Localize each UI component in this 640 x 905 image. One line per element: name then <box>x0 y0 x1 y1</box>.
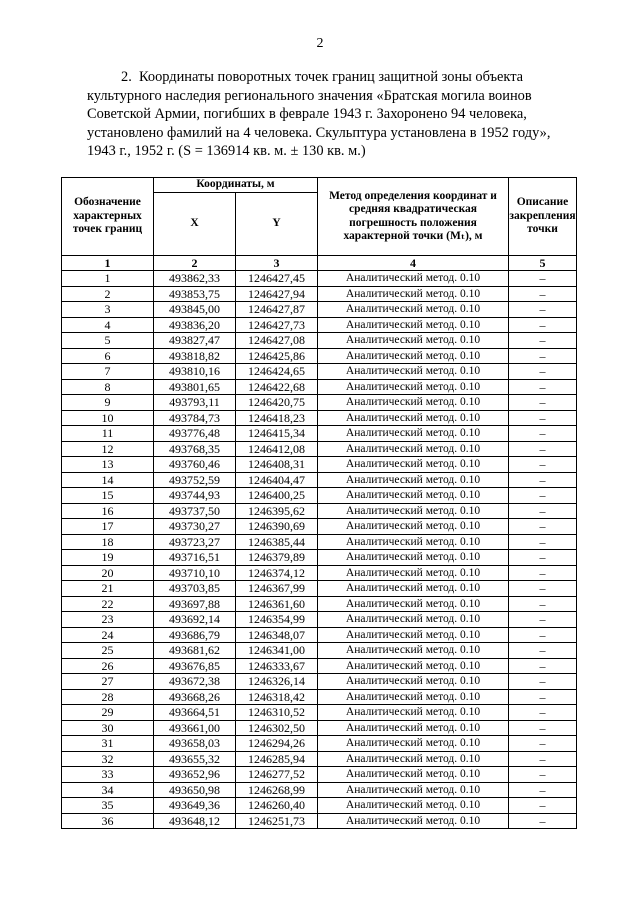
method-cell: Аналитический метод. 0.10 <box>318 720 509 736</box>
x-coordinate: 493730,27 <box>154 519 236 535</box>
x-coordinate: 493681,62 <box>154 643 236 659</box>
description-cell: – <box>509 674 577 690</box>
method-cell: Аналитический метод. 0.10 <box>318 782 509 798</box>
table-row <box>62 488 577 504</box>
description-cell: – <box>509 658 577 674</box>
y-coordinate: 1246408,31 <box>236 457 318 473</box>
x-coordinate: 493818,82 <box>154 348 236 364</box>
method-cell: Аналитический метод. 0.10 <box>318 364 509 380</box>
x-coordinate: 493853,75 <box>154 286 236 302</box>
column-number: 3 <box>236 256 318 271</box>
table-row <box>62 596 577 612</box>
table-row <box>62 519 577 535</box>
description-cell: – <box>509 581 577 597</box>
table-row <box>62 395 577 411</box>
method-cell: Аналитический метод. 0.10 <box>318 581 509 597</box>
y-coordinate: 1246385,44 <box>236 534 318 550</box>
column-number: 2 <box>154 256 236 271</box>
description-cell: – <box>509 441 577 457</box>
method-cell: Аналитический метод. 0.10 <box>318 519 509 535</box>
x-coordinate: 493845,00 <box>154 302 236 318</box>
description-cell: – <box>509 705 577 721</box>
y-coordinate: 1246379,89 <box>236 550 318 566</box>
x-coordinate: 493650,98 <box>154 782 236 798</box>
y-coordinate: 1246427,73 <box>236 317 318 333</box>
description-cell: – <box>509 798 577 814</box>
x-coordinate: 493686,79 <box>154 627 236 643</box>
point-number: 28 <box>62 689 154 705</box>
y-coordinate: 1246326,14 <box>236 674 318 690</box>
method-cell: Аналитический метод. 0.10 <box>318 565 509 581</box>
x-coordinate: 493692,14 <box>154 612 236 628</box>
header-point-designation: Обозначение характерных точек границ <box>62 178 154 256</box>
method-cell: Аналитический метод. 0.10 <box>318 317 509 333</box>
point-number: 31 <box>62 736 154 752</box>
description-cell: – <box>509 534 577 550</box>
x-coordinate: 493836,20 <box>154 317 236 333</box>
method-cell: Аналитический метод. 0.10 <box>318 550 509 566</box>
method-cell: Аналитический метод. 0.10 <box>318 627 509 643</box>
heading-line: установлено фамилий на 4 человека. Скульптура установлена в 1952 году», <box>87 124 551 141</box>
header-x: X <box>154 193 236 256</box>
table-row <box>62 705 577 721</box>
point-number: 5 <box>62 333 154 349</box>
table-row <box>62 813 577 829</box>
x-coordinate: 493801,65 <box>154 379 236 395</box>
method-cell: Аналитический метод. 0.10 <box>318 379 509 395</box>
point-number: 16 <box>62 503 154 519</box>
point-number: 9 <box>62 395 154 411</box>
method-cell: Аналитический метод. 0.10 <box>318 798 509 814</box>
method-cell: Аналитический метод. 0.10 <box>318 488 509 504</box>
x-coordinate: 493810,16 <box>154 364 236 380</box>
description-cell: – <box>509 627 577 643</box>
description-cell: – <box>509 519 577 535</box>
table-row <box>62 627 577 643</box>
point-number: 7 <box>62 364 154 380</box>
table-row <box>62 503 577 519</box>
description-cell: – <box>509 565 577 581</box>
table-row <box>62 581 577 597</box>
y-coordinate: 1246285,94 <box>236 751 318 767</box>
y-coordinate: 1246400,25 <box>236 488 318 504</box>
point-number: 4 <box>62 317 154 333</box>
table-row <box>62 302 577 318</box>
y-coordinate: 1246277,52 <box>236 767 318 783</box>
table-row <box>62 643 577 659</box>
table-row <box>62 674 577 690</box>
y-coordinate: 1246333,67 <box>236 658 318 674</box>
method-cell: Аналитический метод. 0.10 <box>318 596 509 612</box>
point-number: 33 <box>62 767 154 783</box>
point-number: 32 <box>62 751 154 767</box>
y-coordinate: 1246354,99 <box>236 612 318 628</box>
table-row <box>62 612 577 628</box>
description-cell: – <box>509 348 577 364</box>
header-coordinates: Координаты, м <box>154 178 318 193</box>
table-row <box>62 658 577 674</box>
x-coordinate: 493661,00 <box>154 720 236 736</box>
y-coordinate: 1246251,73 <box>236 813 318 829</box>
point-number: 24 <box>62 627 154 643</box>
point-number: 20 <box>62 565 154 581</box>
heading-line: Советской Армии, погибших в феврале 1943 г. Захоронено 94 человека, <box>87 106 527 123</box>
method-cell: Аналитический метод. 0.10 <box>318 689 509 705</box>
x-coordinate: 493776,48 <box>154 426 236 442</box>
description-cell: – <box>509 550 577 566</box>
description-cell: – <box>509 813 577 829</box>
point-number: 18 <box>62 534 154 550</box>
method-cell: Аналитический метод. 0.10 <box>318 441 509 457</box>
y-coordinate: 1246418,23 <box>236 410 318 426</box>
description-cell: – <box>509 720 577 736</box>
point-number: 10 <box>62 410 154 426</box>
method-cell: Аналитический метод. 0.10 <box>318 643 509 659</box>
method-cell: Аналитический метод. 0.10 <box>318 333 509 349</box>
x-coordinate: 493658,03 <box>154 736 236 752</box>
method-cell: Аналитический метод. 0.10 <box>318 705 509 721</box>
description-cell: – <box>509 426 577 442</box>
description-cell: – <box>509 472 577 488</box>
x-coordinate: 493652,96 <box>154 767 236 783</box>
description-cell: – <box>509 488 577 504</box>
x-coordinate: 493697,88 <box>154 596 236 612</box>
table-row <box>62 720 577 736</box>
table-row <box>62 317 577 333</box>
x-coordinate: 493672,38 <box>154 674 236 690</box>
point-number: 29 <box>62 705 154 721</box>
method-cell: Аналитический метод. 0.10 <box>318 271 509 287</box>
coordinates-table <box>61 177 577 829</box>
x-coordinate: 493648,12 <box>154 813 236 829</box>
y-coordinate: 1246424,65 <box>236 364 318 380</box>
y-coordinate: 1246348,07 <box>236 627 318 643</box>
table-row <box>62 333 577 349</box>
description-cell: – <box>509 379 577 395</box>
heading-line: 2. Координаты поворотных точек границ защитной зоны объекта <box>121 69 524 85</box>
y-coordinate: 1246260,40 <box>236 798 318 814</box>
description-cell: – <box>509 457 577 473</box>
table-row <box>62 271 577 287</box>
method-cell: Аналитический метод. 0.10 <box>318 426 509 442</box>
table-row <box>62 534 577 550</box>
point-number: 13 <box>62 457 154 473</box>
point-number: 12 <box>62 441 154 457</box>
table-row <box>62 441 577 457</box>
header-method: Метод определения координат и средняя квадратическая погрешность положения характерной точки (Мₜ), м <box>318 178 509 256</box>
point-number: 26 <box>62 658 154 674</box>
x-coordinate: 493760,46 <box>154 457 236 473</box>
description-cell: – <box>509 302 577 318</box>
description-cell: – <box>509 596 577 612</box>
point-number: 36 <box>62 813 154 829</box>
description-cell: – <box>509 271 577 287</box>
x-coordinate: 493744,93 <box>154 488 236 504</box>
table-row <box>62 689 577 705</box>
table-row <box>62 565 577 581</box>
description-cell: – <box>509 364 577 380</box>
description-cell: – <box>509 503 577 519</box>
point-number: 22 <box>62 596 154 612</box>
table-row <box>62 364 577 380</box>
x-coordinate: 493862,33 <box>154 271 236 287</box>
y-coordinate: 1246318,42 <box>236 689 318 705</box>
table-row <box>62 410 577 426</box>
description-cell: – <box>509 410 577 426</box>
heading-line: 1943 г., 1952 г. (S = 136914 кв. м. ± 130 кв. м.) <box>87 143 366 160</box>
table-row <box>62 286 577 302</box>
table-row <box>62 426 577 442</box>
y-coordinate: 1246425,86 <box>236 348 318 364</box>
point-number: 3 <box>62 302 154 318</box>
method-cell: Аналитический метод. 0.10 <box>318 286 509 302</box>
x-coordinate: 493710,10 <box>154 565 236 581</box>
table-row <box>62 782 577 798</box>
table-row <box>62 798 577 814</box>
header-description: Описание закрепления точки <box>509 178 577 256</box>
point-number: 6 <box>62 348 154 364</box>
description-cell: – <box>509 286 577 302</box>
x-coordinate: 493649,36 <box>154 798 236 814</box>
point-number: 27 <box>62 674 154 690</box>
point-number: 14 <box>62 472 154 488</box>
method-cell: Аналитический метод. 0.10 <box>318 736 509 752</box>
description-cell: – <box>509 751 577 767</box>
description-cell: – <box>509 736 577 752</box>
point-number: 21 <box>62 581 154 597</box>
table-row <box>62 736 577 752</box>
method-cell: Аналитический метод. 0.10 <box>318 302 509 318</box>
y-coordinate: 1246395,62 <box>236 503 318 519</box>
description-cell: – <box>509 782 577 798</box>
column-number-row <box>62 256 577 271</box>
y-coordinate: 1246412,08 <box>236 441 318 457</box>
y-coordinate: 1246415,34 <box>236 426 318 442</box>
method-cell: Аналитический метод. 0.10 <box>318 472 509 488</box>
point-number: 1 <box>62 271 154 287</box>
method-cell: Аналитический метод. 0.10 <box>318 751 509 767</box>
y-coordinate: 1246294,26 <box>236 736 318 752</box>
point-number: 25 <box>62 643 154 659</box>
y-coordinate: 1246341,00 <box>236 643 318 659</box>
point-number: 35 <box>62 798 154 814</box>
description-cell: – <box>509 767 577 783</box>
description-cell: – <box>509 643 577 659</box>
method-cell: Аналитический метод. 0.10 <box>318 395 509 411</box>
y-coordinate: 1246427,45 <box>236 271 318 287</box>
description-cell: – <box>509 612 577 628</box>
y-coordinate: 1246361,60 <box>236 596 318 612</box>
method-cell: Аналитический метод. 0.10 <box>318 457 509 473</box>
x-coordinate: 493768,35 <box>154 441 236 457</box>
y-coordinate: 1246390,69 <box>236 519 318 535</box>
point-number: 15 <box>62 488 154 504</box>
point-number: 11 <box>62 426 154 442</box>
x-coordinate: 493703,85 <box>154 581 236 597</box>
table-row <box>62 472 577 488</box>
y-coordinate: 1246427,87 <box>236 302 318 318</box>
column-number: 4 <box>318 256 509 271</box>
y-coordinate: 1246302,50 <box>236 720 318 736</box>
method-cell: Аналитический метод. 0.10 <box>318 767 509 783</box>
y-coordinate: 1246427,08 <box>236 333 318 349</box>
y-coordinate: 1246404,47 <box>236 472 318 488</box>
x-coordinate: 493784,73 <box>154 410 236 426</box>
y-coordinate: 1246422,68 <box>236 379 318 395</box>
point-number: 30 <box>62 720 154 736</box>
x-coordinate: 493827,47 <box>154 333 236 349</box>
x-coordinate: 493668,26 <box>154 689 236 705</box>
method-cell: Аналитический метод. 0.10 <box>318 612 509 628</box>
description-cell: – <box>509 317 577 333</box>
table-row <box>62 348 577 364</box>
point-number: 23 <box>62 612 154 628</box>
y-coordinate: 1246310,52 <box>236 705 318 721</box>
point-number: 17 <box>62 519 154 535</box>
y-coordinate: 1246420,75 <box>236 395 318 411</box>
x-coordinate: 493716,51 <box>154 550 236 566</box>
method-cell: Аналитический метод. 0.10 <box>318 674 509 690</box>
table-row <box>62 457 577 473</box>
heading-line: культурного наследия регионального значения «Братская могила воинов <box>87 87 532 104</box>
y-coordinate: 1246367,99 <box>236 581 318 597</box>
method-cell: Аналитический метод. 0.10 <box>318 503 509 519</box>
page-number: 2 <box>316 36 324 51</box>
header-y: Y <box>236 193 318 256</box>
x-coordinate: 493723,27 <box>154 534 236 550</box>
method-cell: Аналитический метод. 0.10 <box>318 813 509 829</box>
x-coordinate: 493655,32 <box>154 751 236 767</box>
column-number: 1 <box>62 256 154 271</box>
x-coordinate: 493752,59 <box>154 472 236 488</box>
y-coordinate: 1246268,99 <box>236 782 318 798</box>
y-coordinate: 1246427,94 <box>236 286 318 302</box>
description-cell: – <box>509 689 577 705</box>
method-cell: Аналитический метод. 0.10 <box>318 410 509 426</box>
method-cell: Аналитический метод. 0.10 <box>318 658 509 674</box>
x-coordinate: 493664,51 <box>154 705 236 721</box>
x-coordinate: 493793,11 <box>154 395 236 411</box>
description-cell: – <box>509 333 577 349</box>
point-number: 2 <box>62 286 154 302</box>
x-coordinate: 493737,50 <box>154 503 236 519</box>
method-cell: Аналитический метод. 0.10 <box>318 348 509 364</box>
table-row <box>62 379 577 395</box>
method-cell: Аналитический метод. 0.10 <box>318 534 509 550</box>
section-heading <box>87 68 587 161</box>
table-row <box>62 751 577 767</box>
point-number: 34 <box>62 782 154 798</box>
table-row <box>62 550 577 566</box>
point-number: 19 <box>62 550 154 566</box>
x-coordinate: 493676,85 <box>154 658 236 674</box>
description-cell: – <box>509 395 577 411</box>
point-number: 8 <box>62 379 154 395</box>
table-row <box>62 767 577 783</box>
column-number: 5 <box>509 256 577 271</box>
y-coordinate: 1246374,12 <box>236 565 318 581</box>
